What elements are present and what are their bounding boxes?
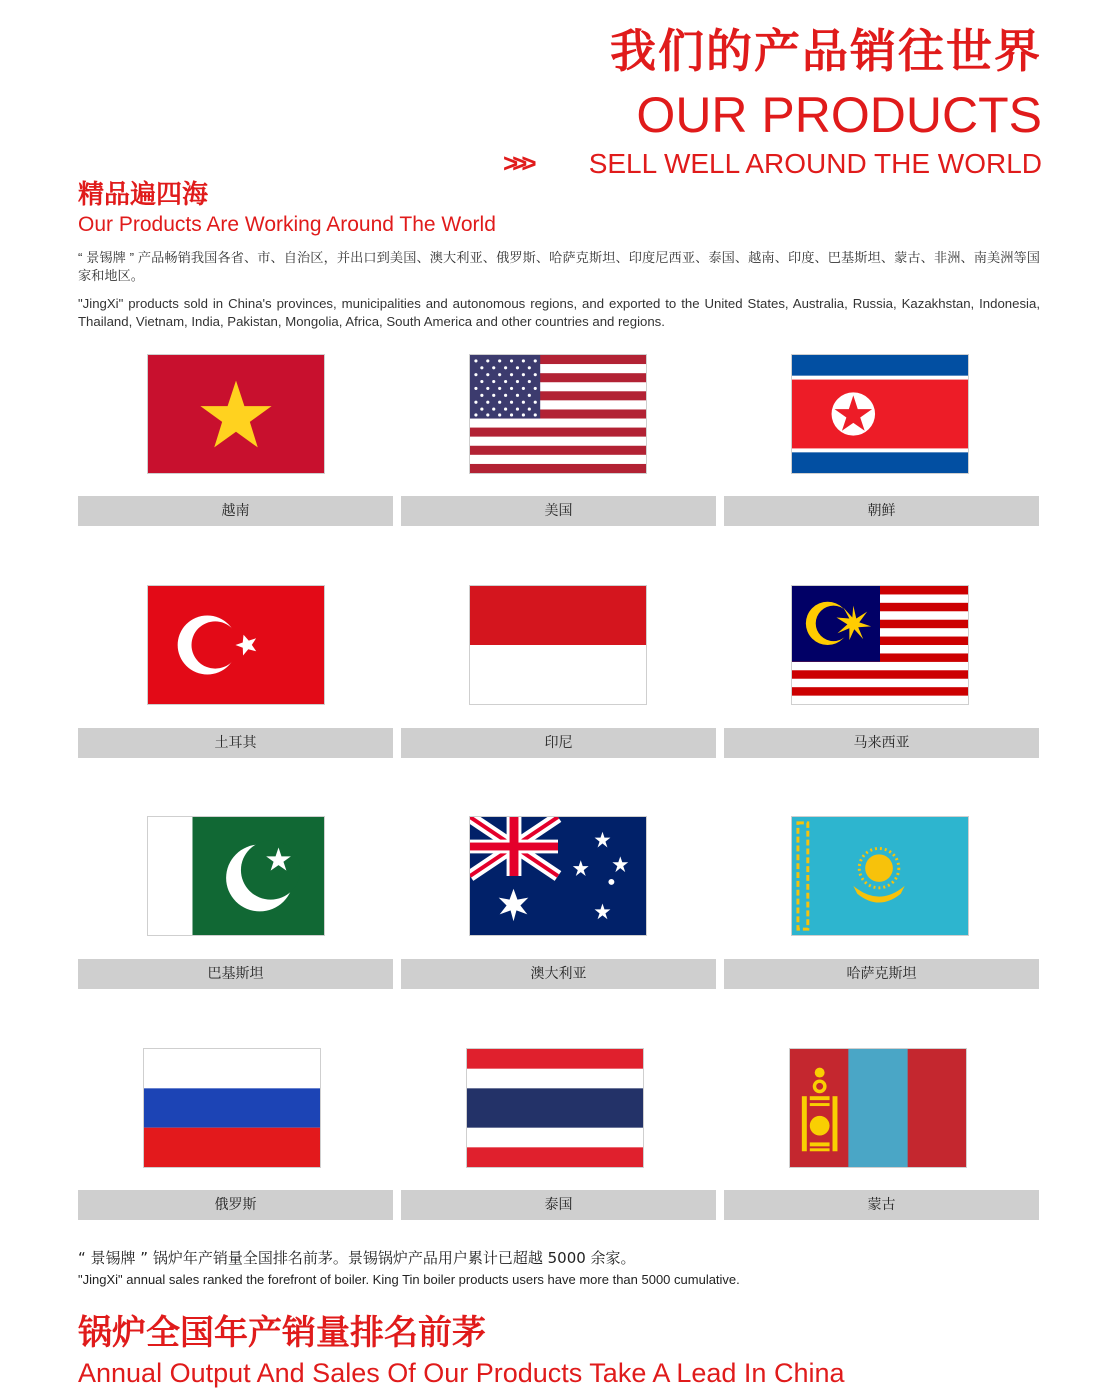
usa-flag [469,354,647,474]
indonesia-flag [469,585,647,705]
pakistan-flag [147,816,325,936]
turkey-flag [147,585,325,705]
bottom-title-cn: 锅炉全国年产销量排名前茅 [78,1313,486,1353]
vietnam-flag [147,354,325,474]
kazakhstan-flag [791,816,969,936]
country-label: 俄罗斯 [78,1190,393,1220]
mongolia-flag [789,1048,967,1168]
country-label: 美国 [401,496,716,526]
country-label: 越南 [78,496,393,526]
country-label: 朝鲜 [724,496,1039,526]
intro-paragraph-en: "JingXi" products sold in China's provinces, municipalities and autonomous regions, and exported to the United States, Australia, Russia, Kazakhstan, Indonesia, Thailand, Vietnam, India, Pakistan, Mongolia, Africa, South America and other countries and regions. [78,296,1040,329]
country-label: 澳大利亚 [401,959,716,989]
country-label: 土耳其 [78,728,393,758]
page-title-cn: 我们的产品销往世界 [610,24,1042,78]
country-label: 哈萨克斯坦 [724,959,1039,989]
country-label: 蒙古 [724,1190,1039,1220]
sales-note-en: "JingXi" annual sales ranked the forefront of boiler. King Tin boiler products users have more than 5000 cumulative. [78,1272,740,1287]
russia-flag [143,1048,321,1168]
section-title-cn: 精品遍四海 [78,180,209,210]
bottom-title-en: Annual Output And Sales Of Our Products Take A Lead In China [78,1358,845,1388]
intro-paragraph-cn: “ 景锡牌 ” 产品畅销我国各省、市、自治区，并出口到美国、澳大利亚、俄罗斯、哈萨克斯坦、印度尼西亚、泰国、越南、印度、巴基斯坦、蒙古、非洲、南美洲等国家和地区。 [78,250,1040,283]
section-title-en: Our Products Are Working Around The World [78,213,496,236]
country-label: 巴基斯坦 [78,959,393,989]
thailand-flag [466,1048,644,1168]
page-title-en: OUR PRODUCTS [636,87,1042,143]
country-label: 印尼 [401,728,716,758]
page-subtitle: SELL WELL AROUND THE WORLD [588,148,1042,179]
chevron-right-icon: >>> [503,148,531,178]
country-label: 泰国 [401,1190,716,1220]
sales-note-cn: “ 景锡牌 ” 锅炉年产销量全国排名前茅。景锡锅炉产品用户累计已超越 5000 余家。 [78,1249,636,1267]
country-label: 马来西亚 [724,728,1039,758]
north-korea-flag [791,354,969,474]
australia-flag [469,816,647,936]
malaysia-flag [791,585,969,705]
